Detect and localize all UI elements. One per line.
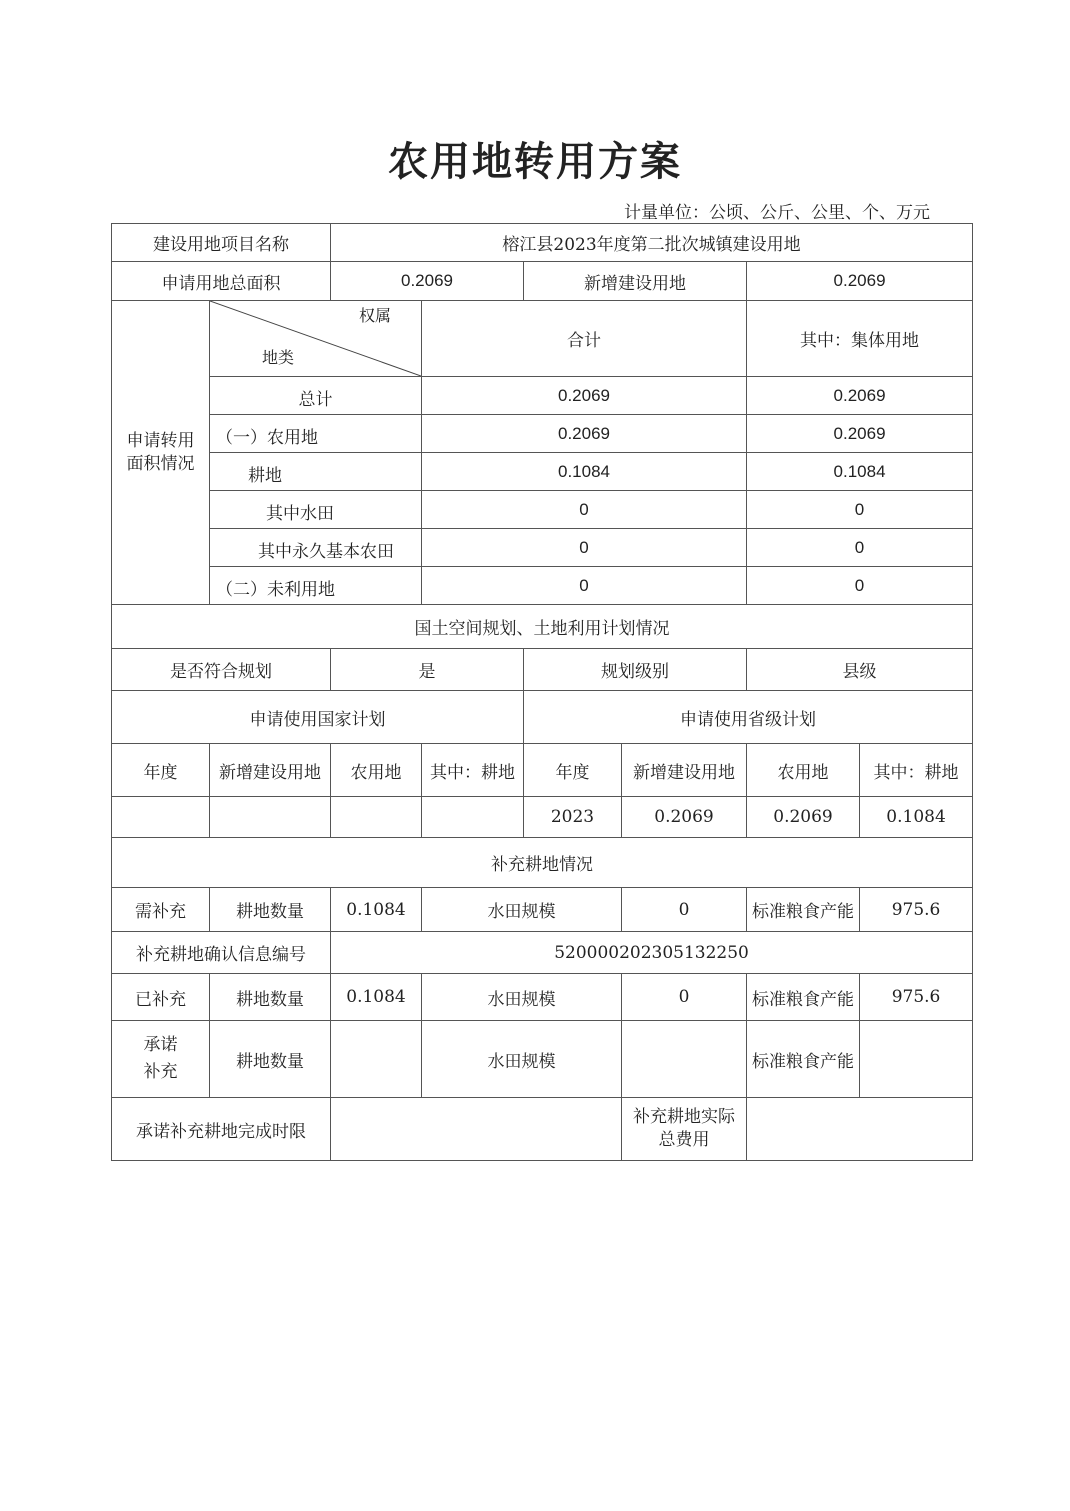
row-collective: 0.2069	[747, 415, 973, 453]
new-construction-value: 0.2069	[747, 262, 973, 301]
project-row	[112, 224, 973, 262]
confirm-value: 520000202305132250	[331, 932, 973, 974]
need-label: 需补充	[112, 888, 210, 932]
table-row	[112, 415, 973, 453]
plan-header-cell: 其中：耕地	[422, 744, 524, 797]
conversion-group-label: 申请转用面积情况	[112, 301, 210, 605]
supplement-section-title: 补充耕地情况	[112, 838, 973, 888]
level-label: 规划级别	[524, 649, 747, 691]
total-area-label: 申请用地总面积	[112, 262, 331, 301]
need-grain-value: 975.6	[860, 888, 973, 932]
document-title: 农用地转用方案	[388, 138, 682, 185]
row-total: 0.2069	[422, 377, 747, 415]
promise-label: 承诺 补充	[112, 1021, 210, 1098]
need-qty-label: 耕地数量	[210, 888, 331, 932]
row-collective: 0	[747, 491, 973, 529]
deadline-label: 承诺补充耕地完成时限	[112, 1098, 331, 1161]
total-area-value: 0.2069	[331, 262, 524, 301]
project-name-label: 建设用地项目名称	[112, 224, 331, 262]
plan-header-cell: 其中：耕地	[860, 744, 973, 797]
header-type-label: 地类	[262, 348, 295, 367]
need-grain-label: 标准粮食产能	[747, 888, 860, 932]
plan-value-cell: 2023	[524, 797, 622, 838]
done-supplement-row	[112, 974, 973, 1021]
need-paddy-label: 水田规模	[422, 888, 622, 932]
cost-value	[747, 1098, 973, 1161]
done-grain-value: 975.6	[860, 974, 973, 1021]
new-construction-label: 新增建设用地	[524, 262, 747, 301]
conversion-header-row	[112, 301, 973, 377]
promise-grain-value	[860, 1021, 973, 1098]
row-total: 0.1084	[422, 453, 747, 491]
row-label: 其中永久基本农田	[210, 529, 422, 567]
done-paddy-label: 水田规模	[422, 974, 622, 1021]
cost-label: 补充耕地实际 总费用	[622, 1098, 747, 1161]
done-grain-label: 标准粮食产能	[747, 974, 860, 1021]
promise-paddy-label: 水田规模	[422, 1021, 622, 1098]
plan-value-cell	[112, 797, 210, 838]
plan-value-row	[112, 797, 973, 838]
national-plan-label: 申请使用国家计划	[112, 691, 524, 744]
row-label: （二）未利用地	[210, 567, 422, 605]
row-label: （一）农用地	[210, 415, 422, 453]
table-row	[112, 377, 973, 415]
row-label: 耕地	[210, 453, 422, 491]
unit-note: 计量单位：公顷、公斤、公里、个、万元	[624, 203, 930, 223]
comply-value: 是	[331, 649, 524, 691]
col-total-header: 合计	[422, 301, 747, 377]
row-total: 0	[422, 567, 747, 605]
promise-paddy-value	[622, 1021, 747, 1098]
promise-supplement-row	[112, 1021, 973, 1098]
row-collective: 0.1084	[747, 453, 973, 491]
col-collective-header: 其中：集体用地	[747, 301, 973, 377]
plan-value-cell: 0.2069	[747, 797, 860, 838]
row-total: 0	[422, 491, 747, 529]
planning-comply-row	[112, 649, 973, 691]
supplement-section-row	[112, 838, 973, 888]
total-area-row	[112, 262, 973, 301]
plan-header-cell: 年度	[524, 744, 622, 797]
row-collective: 0	[747, 567, 973, 605]
row-total: 0.2069	[422, 415, 747, 453]
level-value: 县级	[747, 649, 973, 691]
row-label: 其中水田	[210, 491, 422, 529]
provincial-plan-label: 申请使用省级计划	[524, 691, 973, 744]
confirm-row	[112, 932, 973, 974]
plan-header-row	[112, 744, 973, 797]
row-collective: 0	[747, 529, 973, 567]
done-qty-value: 0.1084	[331, 974, 422, 1021]
need-paddy-value: 0	[622, 888, 747, 932]
confirm-label: 补充耕地确认信息编号	[112, 932, 331, 974]
plan-header-cell: 新增建设用地	[210, 744, 331, 797]
done-label: 已补充	[112, 974, 210, 1021]
need-supplement-row	[112, 888, 973, 932]
table-row	[112, 567, 973, 605]
deadline-row	[112, 1098, 973, 1161]
row-total: 0	[422, 529, 747, 567]
header-owner-label: 权属	[358, 306, 391, 325]
planning-section-title: 国土空间规划、土地利用计划情况	[112, 605, 973, 649]
row-collective: 0.2069	[747, 377, 973, 415]
land-conversion-table	[111, 223, 973, 1161]
done-paddy-value: 0	[622, 974, 747, 1021]
deadline-value	[331, 1098, 622, 1161]
promise-grain-label: 标准粮食产能	[747, 1021, 860, 1098]
plan-header-cell: 农用地	[331, 744, 422, 797]
plan-value-cell	[422, 797, 524, 838]
row-label: 总计	[210, 377, 422, 415]
plan-value-cell	[210, 797, 331, 838]
table-row	[112, 529, 973, 567]
plan-value-cell: 0.2069	[622, 797, 747, 838]
done-qty-label: 耕地数量	[210, 974, 331, 1021]
need-qty-value: 0.1084	[331, 888, 422, 932]
planning-section-row	[112, 605, 973, 649]
table-row	[112, 491, 973, 529]
plan-type-row	[112, 691, 973, 744]
plan-value-cell	[331, 797, 422, 838]
table-row	[112, 453, 973, 491]
plan-header-cell: 农用地	[747, 744, 860, 797]
diagonal-header-cell	[210, 301, 422, 377]
project-name-value: 榕江县2023年度第二批次城镇建设用地	[331, 224, 973, 262]
comply-label: 是否符合规划	[112, 649, 331, 691]
plan-header-cell: 年度	[112, 744, 210, 797]
promise-qty-label: 耕地数量	[210, 1021, 331, 1098]
plan-value-cell: 0.1084	[860, 797, 973, 838]
plan-header-cell: 新增建设用地	[622, 744, 747, 797]
promise-qty-value	[331, 1021, 422, 1098]
